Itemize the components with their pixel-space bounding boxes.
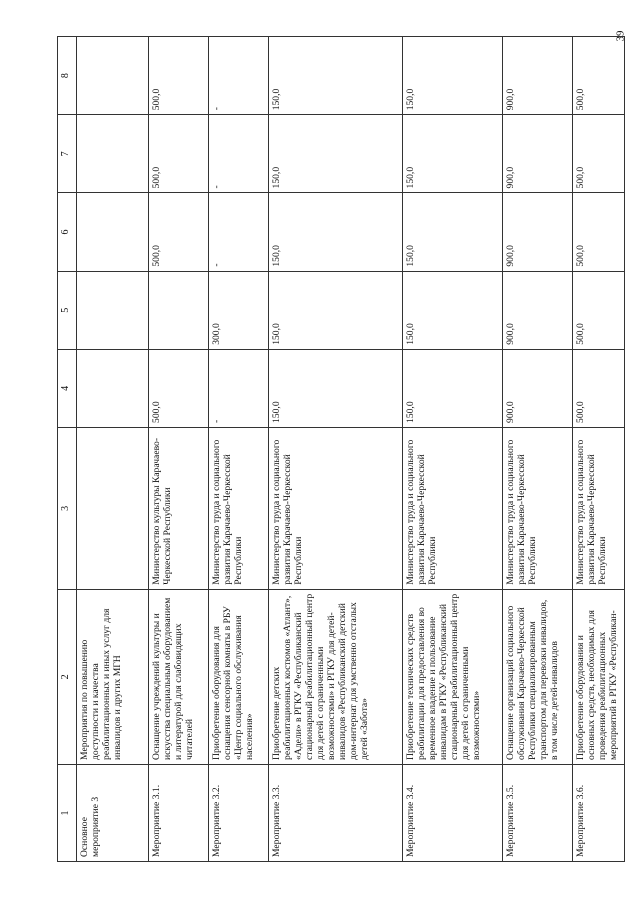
value-cell: 150,0: [403, 37, 503, 115]
value-cell: [77, 193, 149, 271]
measure-description: Приобретение оборудования и основных средств, необходимых для проведения реабилитационных мероприятий в РГКУ «Республикан-: [573, 589, 625, 764]
rotated-page: [57, 36, 623, 862]
value-cell: [77, 115, 149, 193]
value-cell: 150,0: [269, 37, 403, 115]
measure-executor: Министерство труда и социального развития Карачаево-Черкесской Республики: [269, 427, 403, 589]
value-cell: 900,0: [503, 115, 573, 193]
measure-id: Мероприятие 3.2.: [209, 764, 269, 861]
value-cell: 500,0: [573, 349, 625, 427]
measure-executor: Министерство культуры Карачаево-Черкесской Республики: [149, 427, 209, 589]
value-cell: 150,0: [403, 115, 503, 193]
value-cell: [77, 271, 149, 349]
value-cell: -: [209, 37, 269, 115]
column-header: 3: [58, 427, 77, 589]
value-cell: 150,0: [269, 115, 403, 193]
value-cell: 500,0: [149, 193, 209, 271]
value-cell: 500,0: [573, 271, 625, 349]
value-cell: 150,0: [403, 193, 503, 271]
value-cell: [77, 37, 149, 115]
value-cell: 900,0: [503, 349, 573, 427]
table-row: [573, 37, 625, 862]
measures-table: [57, 36, 625, 862]
table-row: [403, 37, 503, 862]
value-cell: 500,0: [573, 193, 625, 271]
value-cell: 500,0: [149, 115, 209, 193]
value-cell: 900,0: [503, 193, 573, 271]
measure-id: Мероприятие 3.5.: [503, 764, 573, 861]
value-cell: 300,0: [209, 271, 269, 349]
value-cell: -: [209, 115, 269, 193]
table-row: [209, 37, 269, 862]
measure-executor: Министерство труда и социального развития Карачаево-Черкесской Республики: [209, 427, 269, 589]
value-cell: 150,0: [269, 349, 403, 427]
measure-id: Мероприятие 3.6.: [573, 764, 625, 861]
value-cell: 500,0: [573, 115, 625, 193]
measure-id: Основное мероприятие 3: [77, 764, 149, 861]
value-cell: 500,0: [149, 37, 209, 115]
value-cell: 150,0: [269, 193, 403, 271]
value-cell: -: [209, 349, 269, 427]
measure-description: Приобретение детских реабилитационных костюмов «Атлант», «Адели» в РГКУ «Республиканский стационарный реабилитационный центр для детей с ограниченными возможностями» и РГКУ для детей-инвалидов «Республиканский детский дом-интернат для умственно отсталых детей «Забота»: [269, 589, 403, 764]
table-row: [503, 37, 573, 862]
column-header: 4: [58, 349, 77, 427]
measure-description: Мероприятия по повышению доступности и качества реабилитационных и иных услуг для инвалидов и других МГН: [77, 589, 149, 764]
measure-description: Оснащение учреждений культуры и искусства специальным оборудованием и литературой для слабовидящих читателей: [149, 589, 209, 764]
value-cell: 900,0: [503, 271, 573, 349]
column-header: 1: [58, 764, 77, 861]
measure-description: Приобретение технических средств реабилитации для предоставления во временное владение и пользование инвалидам в РГКУ «Республиканский стационарный реабилитационный центр для детей с ограниченными возможностями»: [403, 589, 503, 764]
value-cell: 500,0: [149, 349, 209, 427]
measure-executor: Министерство труда и социального развития Карачаево-Черкесской Республики: [403, 427, 503, 589]
measure-id: Мероприятие 3.4.: [403, 764, 503, 861]
measure-executor: Министерство труда и социального развития Карачаево-Черкесской Республики: [573, 427, 625, 589]
value-cell: [149, 271, 209, 349]
value-cell: [77, 349, 149, 427]
measure-description: Оснащение организаций социального обслуживания Карачаево-Черкесской Республики специализированным транспортом для перевозки инвалидов, в том числе детей-инвалидов: [503, 589, 573, 764]
measure-executor: Министерство труда и социального развития Карачаево-Черкесской Республики: [503, 427, 573, 589]
column-header: 8: [58, 37, 77, 115]
column-header: 5: [58, 271, 77, 349]
column-header: 7: [58, 115, 77, 193]
value-cell: 150,0: [403, 271, 503, 349]
value-cell: -: [209, 193, 269, 271]
table-header-row: [58, 37, 77, 862]
value-cell: 900,0: [503, 37, 573, 115]
value-cell: 150,0: [403, 349, 503, 427]
value-cell: 150,0: [269, 271, 403, 349]
table-row: [269, 37, 403, 862]
column-header: 6: [58, 193, 77, 271]
column-header: 2: [58, 589, 77, 764]
page-number: 39: [614, 30, 627, 42]
measure-id: Мероприятие 3.3.: [269, 764, 403, 861]
measure-description: Приобретение оборудования для оснащения сенсорной комнаты в РБУ «Центр социального обслуживания населения»: [209, 589, 269, 764]
measure-id: Мероприятие 3.1.: [149, 764, 209, 861]
table-row: [77, 37, 149, 862]
measure-executor: [77, 427, 149, 589]
value-cell: 500,0: [573, 37, 625, 115]
table-row: [149, 37, 209, 862]
